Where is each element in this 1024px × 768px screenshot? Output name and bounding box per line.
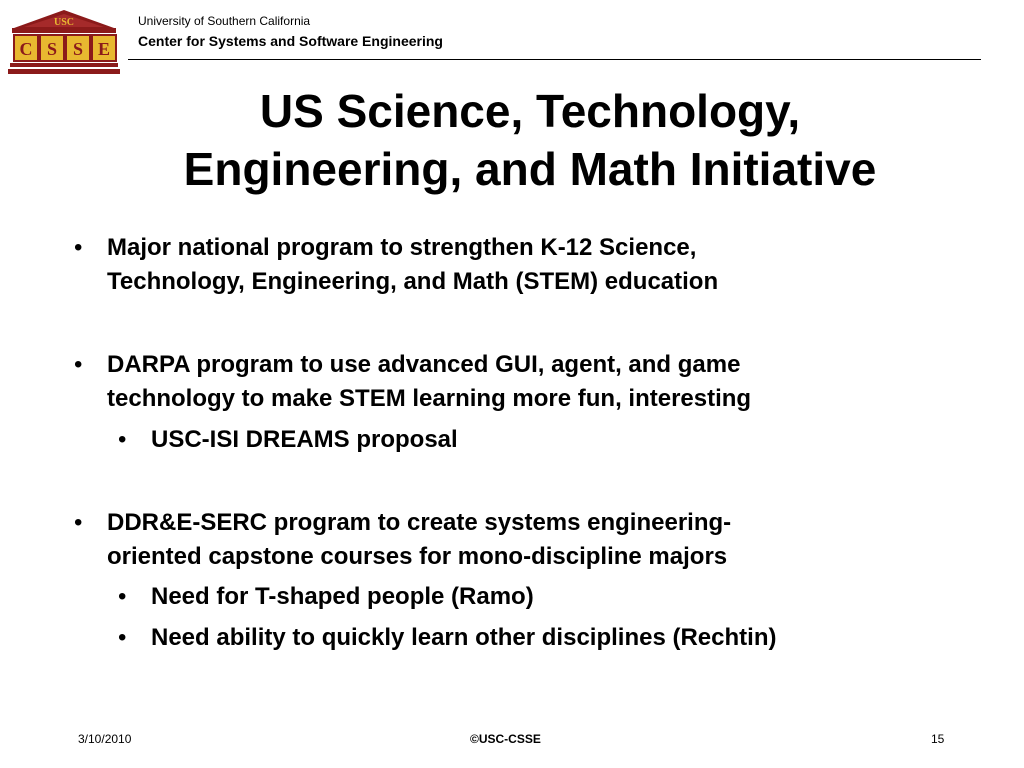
footer-copyright: ©USC-CSSE [470, 732, 541, 746]
logo-letter-4: E [97, 39, 111, 59]
bullet-dot: • [74, 351, 83, 378]
sub-bullet-item [118, 621, 777, 655]
sub-bullet-dot: • [118, 426, 127, 453]
bullet-item [74, 506, 732, 574]
bullet-dot: • [74, 509, 83, 536]
bullet-line-2: technology to make STEM learning more fun, interesting [107, 385, 752, 412]
page-number: 15 [931, 732, 945, 746]
sub-bullet-item [118, 423, 458, 457]
bullet-line-1: DDR&E-SERC program to create systems engineering- [107, 509, 732, 536]
logo-letter-2: S [46, 39, 58, 59]
bullet-dot: • [74, 234, 83, 261]
bullet-line-1: DARPA program to use advanced GUI, agent, and game [107, 351, 741, 378]
bullet-item [74, 231, 719, 299]
sub-bullet-dot: • [118, 624, 127, 651]
logo-usc-text: USC [53, 17, 75, 28]
sub-bullet-text: Need ability to quickly learn other disciplines (Rechtin) [151, 624, 777, 651]
bullet-line-2: Technology, Engineering, and Math (STEM) education [107, 268, 719, 295]
sub-bullet-item [118, 580, 534, 614]
bullet-line-1: Major national program to strengthen K-12 Science, [107, 234, 697, 261]
footer-date: 3/10/2010 [78, 732, 132, 746]
university-name: University of Southern California [138, 14, 311, 28]
center-name: Center for Systems and Software Engineering [138, 33, 443, 49]
logo-letter-3: S [72, 39, 84, 59]
logo-letter-1: C [19, 39, 33, 59]
title-line-2: Engineering, and Math Initiative [183, 143, 877, 195]
sub-bullet-text: Need for T-shaped people (Ramo) [151, 583, 534, 610]
bullet-item [74, 348, 752, 416]
title-line-1: US Science, Technology, [259, 85, 801, 137]
sub-bullet-dot: • [118, 583, 127, 610]
bullet-line-2: oriented capstone courses for mono-discipline majors [107, 543, 728, 570]
sub-bullet-text: USC-ISI DREAMS proposal [151, 426, 458, 453]
